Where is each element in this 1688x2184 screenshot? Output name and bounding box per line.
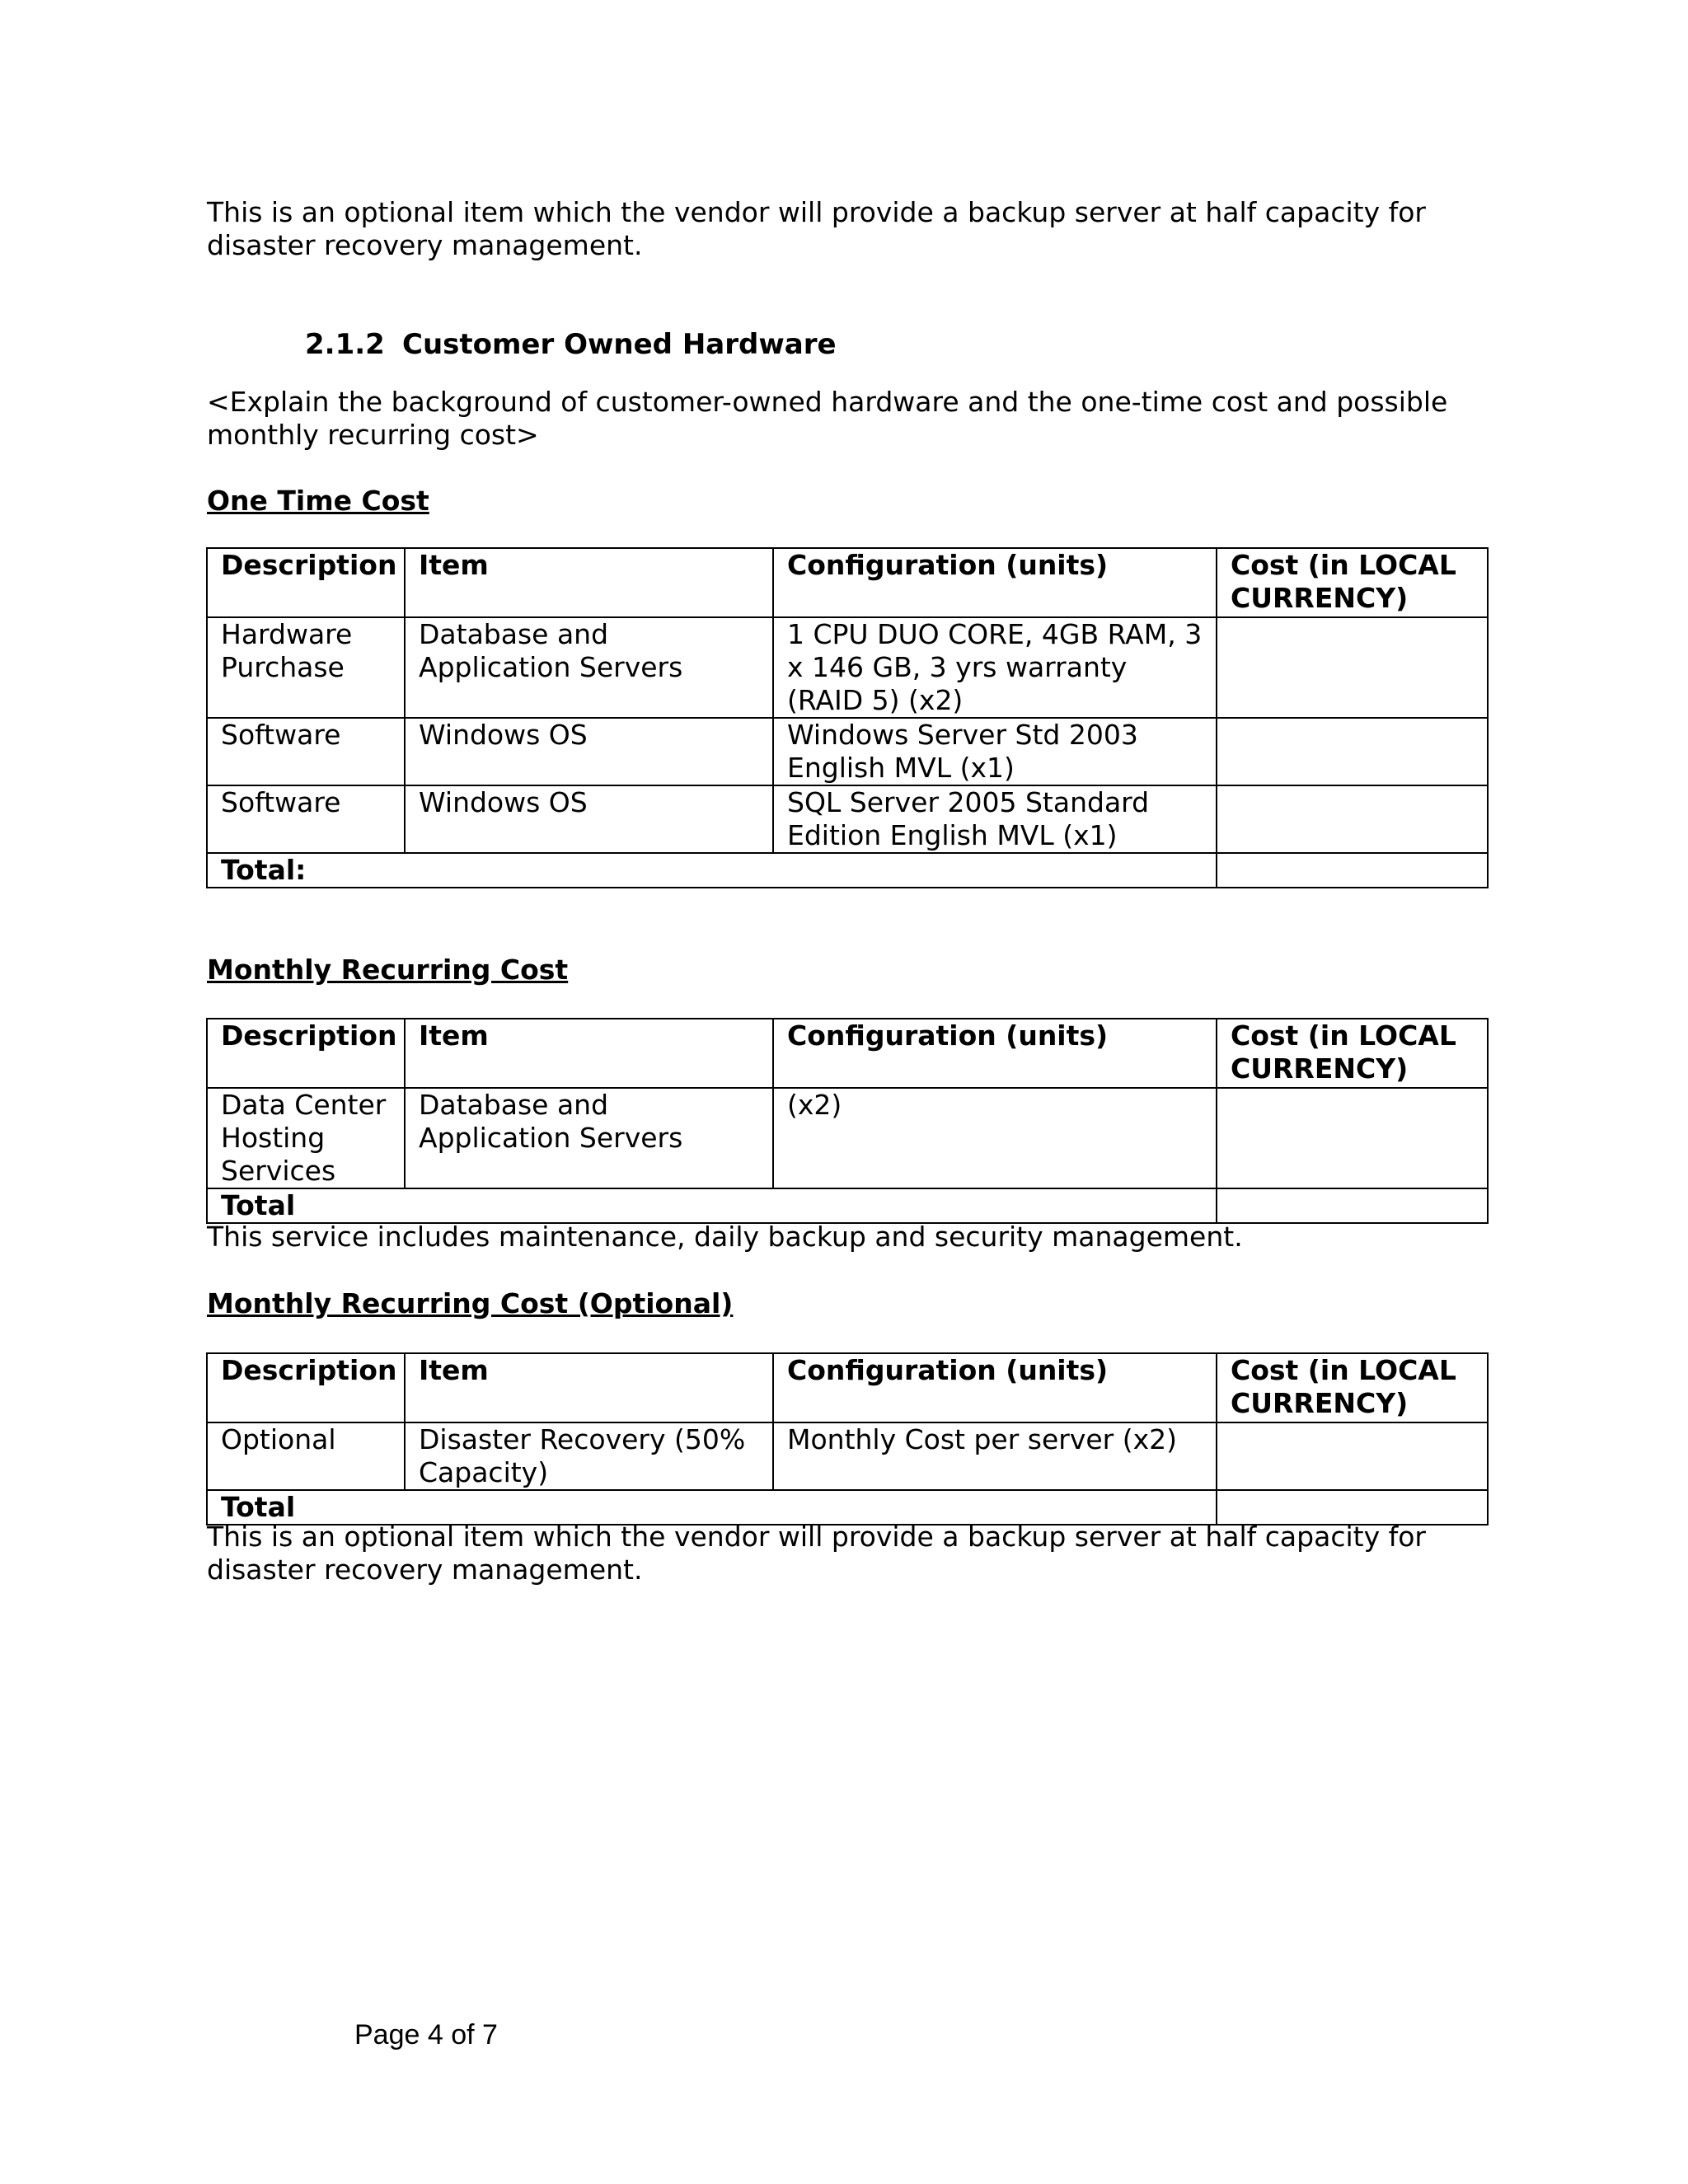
monthly-optional-note: This is an optional item which the vendor will provide a backup server at half capacity for disaster recovery management.: [207, 1521, 1426, 1586]
cell-description: Optional: [207, 1422, 405, 1490]
table-header-row: [207, 1019, 1488, 1088]
table-header-row: [207, 548, 1488, 617]
monthly-optional-cost-title: Monthly Recurring Cost (Optional): [207, 1287, 734, 1319]
total-row: [207, 1188, 1488, 1223]
section-number: 2.1.2: [305, 328, 385, 361]
cell-item: Windows OS: [405, 718, 773, 785]
page-number: Page 4 of 7: [354, 2019, 498, 2050]
total-label: Total: [207, 1188, 1217, 1223]
column-header-item: Item: [405, 548, 773, 617]
table-row: [207, 785, 1488, 853]
cell-description: Software: [207, 785, 405, 853]
cell-configuration: (x2): [773, 1088, 1217, 1188]
cell-description: Software: [207, 718, 405, 785]
monthly-optional-cost-table: [206, 1352, 1489, 1526]
cell-cost: [1217, 1088, 1488, 1188]
table-header-row: [207, 1353, 1488, 1422]
column-header-description: Description: [207, 1019, 405, 1088]
total-cost-cell: [1217, 1188, 1488, 1223]
cell-item: Database and Application Servers: [405, 617, 773, 718]
cell-item: Disaster Recovery (50% Capacity): [405, 1422, 773, 1490]
column-header-cost: Cost (in LOCAL CURRENCY): [1217, 1353, 1488, 1422]
cell-cost: [1217, 617, 1488, 718]
total-cost-cell: [1217, 853, 1488, 888]
total-row: [207, 1490, 1488, 1525]
cell-configuration: SQL Server 2005 Standard Edition English MVL (x1): [773, 785, 1217, 853]
column-header-configuration: Configuration (units): [773, 1019, 1217, 1088]
monthly-cost-note: This service includes maintenance, daily backup and security management.: [207, 1221, 1243, 1253]
column-header-cost: Cost (in LOCAL CURRENCY): [1217, 1019, 1488, 1088]
total-label: Total:: [207, 853, 1217, 888]
cell-description: Hardware Purchase: [207, 617, 405, 718]
table-row: [207, 1088, 1488, 1188]
table-row: [207, 1422, 1488, 1490]
monthly-cost-table: [206, 1018, 1489, 1224]
cell-configuration: Monthly Cost per server (x2): [773, 1422, 1217, 1490]
total-label: Total: [207, 1490, 1217, 1525]
monthly-cost-title: Monthly Recurring Cost: [207, 954, 569, 986]
intro-note: This is an optional item which the vendor will provide a backup server at half capacity for disaster recovery management.: [207, 196, 1426, 261]
column-header-configuration: Configuration (units): [773, 1353, 1217, 1422]
section-heading: [305, 328, 837, 361]
section-explanation: <Explain the background of customer-owned hardware and the one-time cost and possible monthly recurring cost>: [207, 386, 1448, 451]
table-row: [207, 718, 1488, 785]
section-title: Customer Owned Hardware: [402, 328, 837, 361]
column-header-configuration: Configuration (units): [773, 548, 1217, 617]
cell-cost: [1217, 1422, 1488, 1490]
cell-item: Windows OS: [405, 785, 773, 853]
column-header-cost: Cost (in LOCAL CURRENCY): [1217, 548, 1488, 617]
cell-configuration: Windows Server Std 2003 English MVL (x1): [773, 718, 1217, 785]
cell-item: Database and Application Servers: [405, 1088, 773, 1188]
table-row: [207, 617, 1488, 718]
total-cost-cell: [1217, 1490, 1488, 1525]
cell-description: Data Center Hosting Services: [207, 1088, 405, 1188]
column-header-description: Description: [207, 548, 405, 617]
cell-cost: [1217, 785, 1488, 853]
cell-cost: [1217, 718, 1488, 785]
column-header-item: Item: [405, 1353, 773, 1422]
one-time-cost-table: [206, 547, 1489, 888]
column-header-item: Item: [405, 1019, 773, 1088]
one-time-cost-title: One Time Cost: [207, 485, 429, 517]
cell-configuration: 1 CPU DUO CORE, 4GB RAM, 3 x 146 GB, 3 yrs warranty (RAID 5) (x2): [773, 617, 1217, 718]
total-row: [207, 853, 1488, 888]
column-header-description: Description: [207, 1353, 405, 1422]
